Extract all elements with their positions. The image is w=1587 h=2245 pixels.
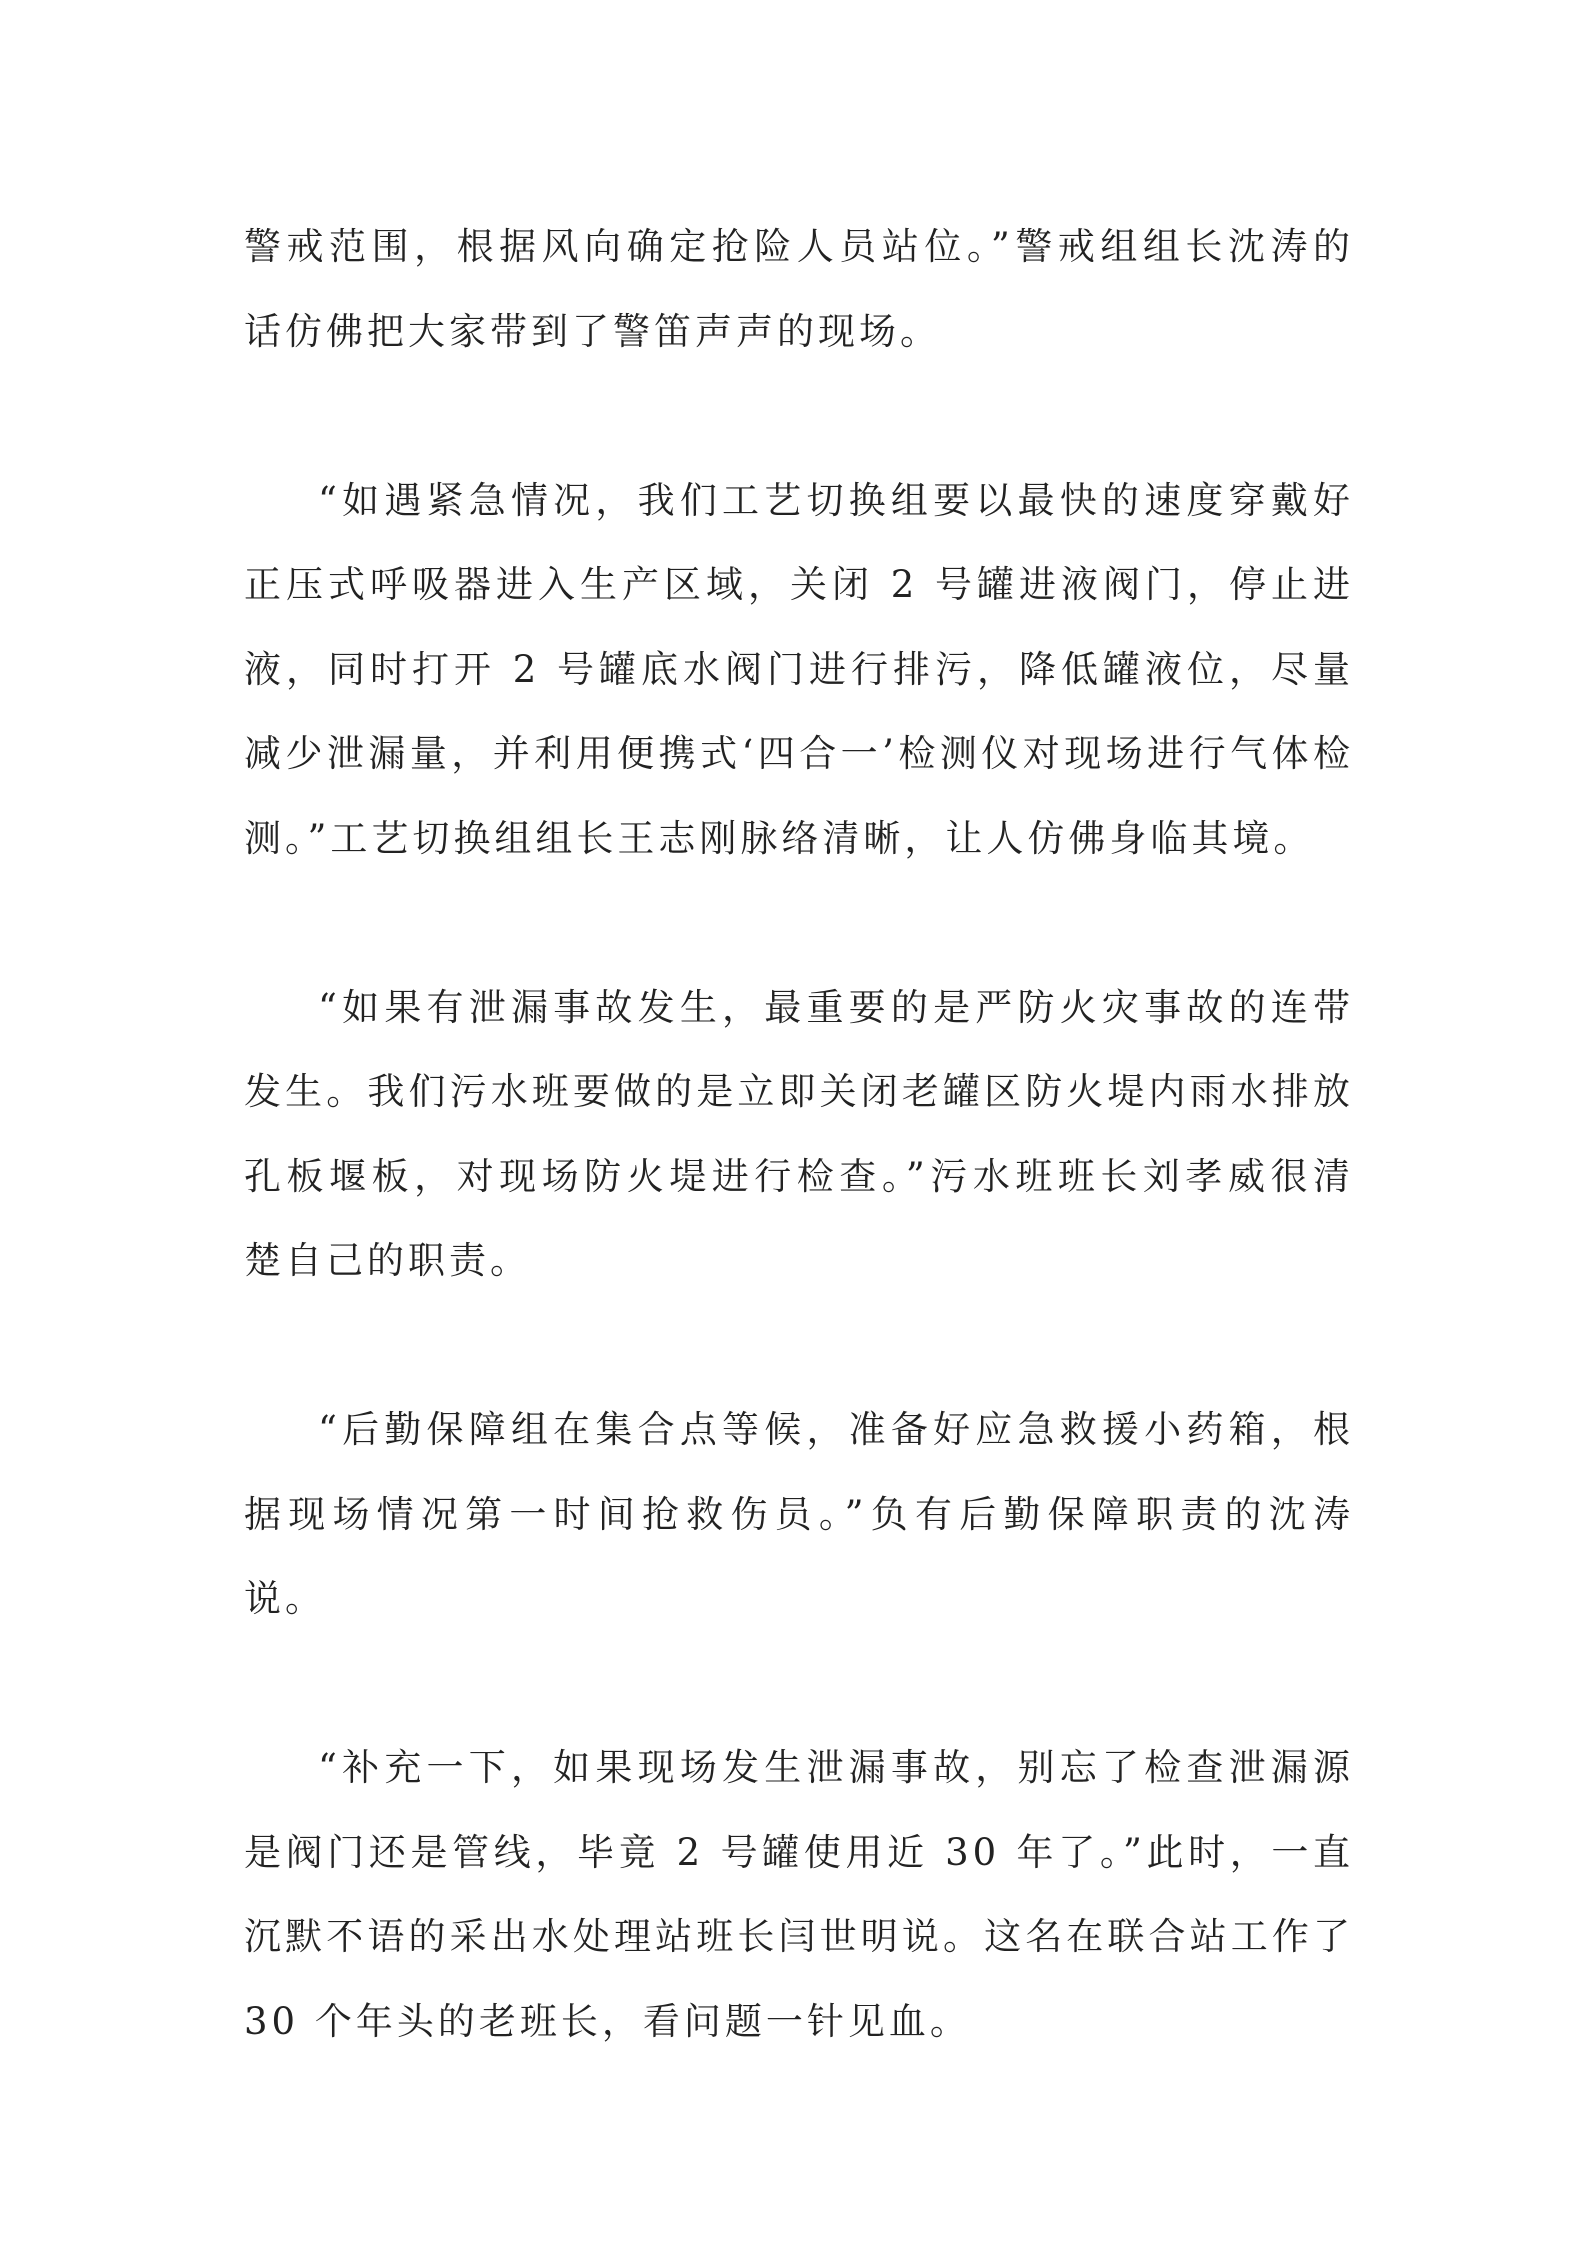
paragraph-sewage-team: “如果有泄漏事故发生，最重要的是严防火灾事故的连带发生。我们污水班要做的是立即关闭老罐区防火堤内雨水排放孔板堰板，对现场防火堤进行检查。”污水班班长刘孝威很清楚自己的职责。 — [244, 985, 1354, 1282]
paragraph-water-treatment-station: “补充一下，如果现场发生泄漏事故，别忘了检查泄漏源是阀门还是管线，毕竟 2 号罐使用近 30 年了。”此时，一直沉默不语的采出水处理站班长闫世明说。这名在联合站工作了 30 个年头的老班长，看问题一针见血。 — [244, 1746, 1354, 2043]
paragraph-logistics-group: “后勤保障组在集合点等候，准备好应急救援小药箱，根据现场情况第一时间抢救伤员。”负有后勤保障职责的沈涛说。 — [244, 1408, 1354, 1620]
paragraph-continuation: 警戒范围，根据风向确定抢险人员站位。”警戒组组长沈涛的话仿佛把大家带到了警笛声声的现场。 — [244, 225, 1354, 353]
document-body — [244, 205, 1354, 2149]
paragraph-process-switch-group: “如遇紧急情况，我们工艺切换组要以最快的速度穿戴好正压式呼吸器进入生产区域，关闭 2 号罐进液阀门，停止进液，同时打开 2 号罐底水阀门进行排污，降低罐液位，尽量减少泄漏量，并利用便携式‘四合一’检测仪对现场进行气体检测。”工艺切换组组长王志刚脉络清晰，让人仿佛身临其境。 — [244, 478, 1354, 860]
